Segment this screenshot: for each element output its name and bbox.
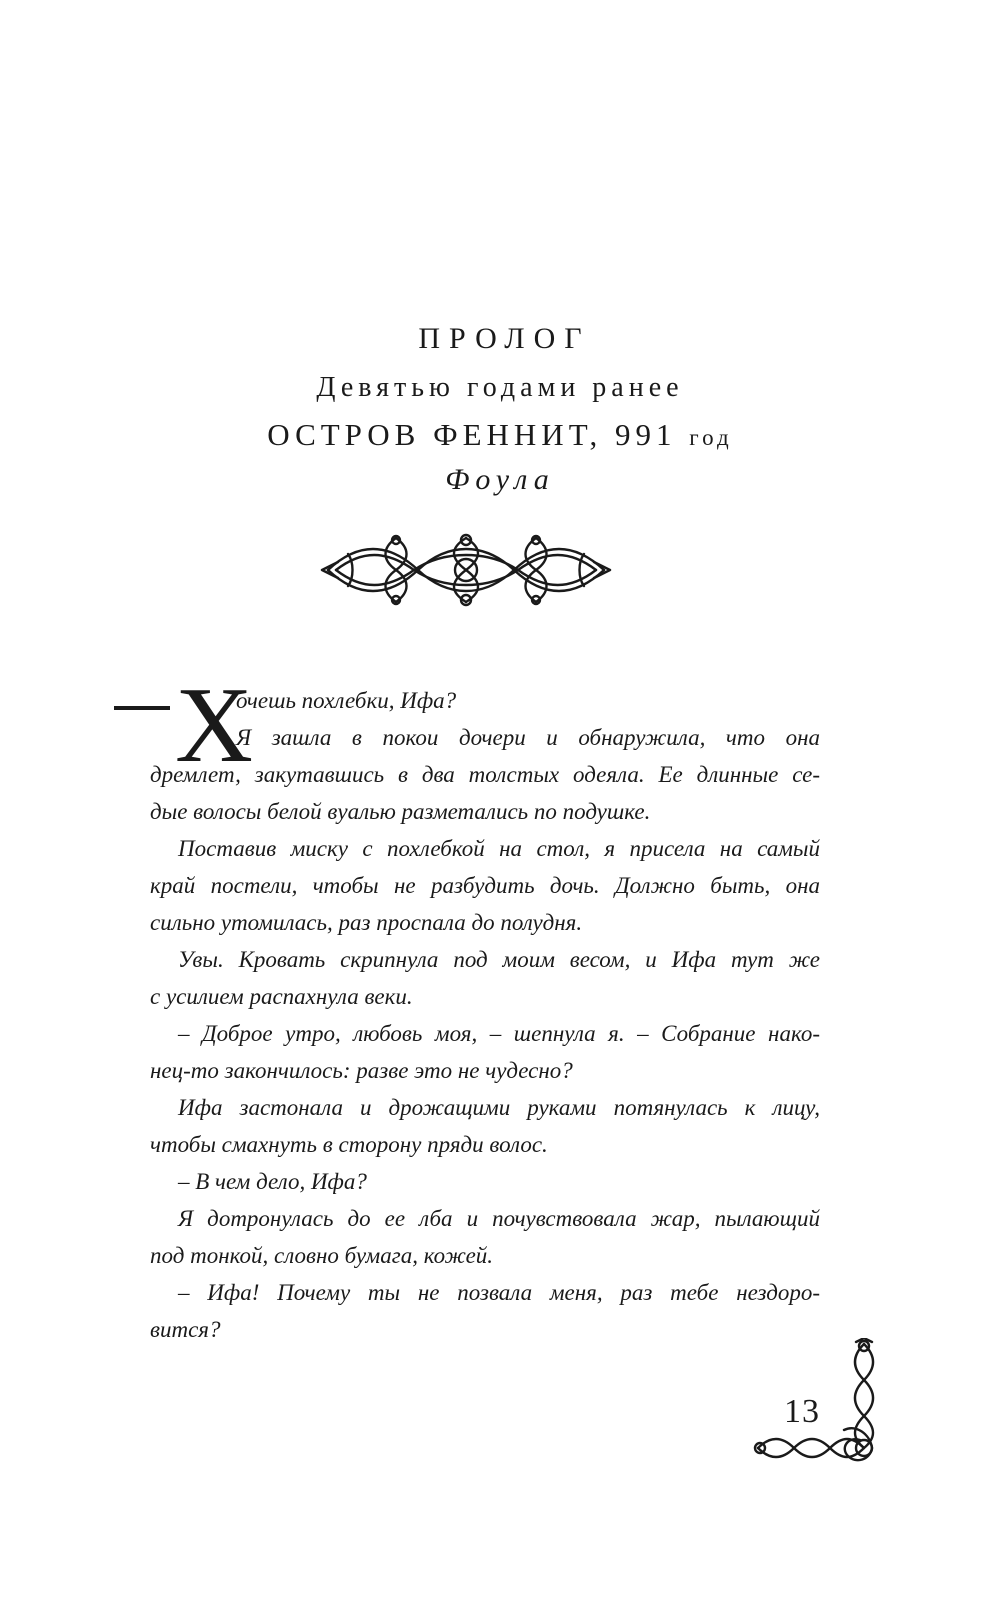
text-line: – Ифа! Почему ты не позвала меня, раз тебе нездоро-	[178, 1280, 820, 1305]
text-line: Ифа застонала и дрожащими руками потянулась к лицу,	[178, 1095, 820, 1120]
text-line: Я дотронулась до ее лба и почувствовала жар, пылающий	[178, 1206, 820, 1231]
text-line: сильно утомилась, раз проспала до полудня.	[150, 910, 583, 935]
text-line: – В чем дело, Ифа?	[178, 1169, 367, 1194]
text-line: – Доброе утро, любовь моя, – шепнула я. – Собрание нако-	[178, 1021, 820, 1046]
celtic-corner-ornament	[752, 1338, 882, 1466]
text-line: Поставив миску с похлебкой на стол, я присела на самый	[178, 836, 820, 861]
text-line: нец-то закончилось: разве это не чудесно?	[150, 1058, 573, 1083]
text-line: дремлет, закутавшись в два толстых одеяла. Ее длинные се-	[150, 762, 820, 787]
celtic-knot-ornament	[318, 532, 614, 608]
text-line: чтобы смахнуть в сторону пряди волос.	[150, 1132, 548, 1157]
dropcap-dash	[114, 706, 170, 710]
text-line: Увы. Кровать скрипнула под моим весом, и Ифа тут же	[178, 947, 820, 972]
dropcap-letter: Х	[175, 666, 253, 785]
text-line: с усилием распахнула веки.	[150, 984, 413, 1009]
text-line: вится?	[150, 1317, 221, 1342]
text-line: под тонкой, словно бумага, кожей.	[150, 1243, 494, 1268]
place-year-word: год	[689, 425, 733, 450]
place-text: ОСТРОВ ФЕННИТ, 991	[267, 417, 677, 452]
text-line: край постели, чтобы не разбудить дочь. Должно быть, она	[150, 873, 820, 898]
text-line: дые волосы белой вуалью разметались по подушке.	[150, 799, 651, 824]
chapter-narrator: Фоула	[445, 463, 555, 496]
text-line: очешь похлебки, Ифа?	[236, 688, 457, 713]
chapter-time-subtitle: Девятью годами ранее	[316, 372, 684, 403]
chapter-place-subtitle	[0, 417, 1000, 453]
chapter-title: ПРОЛОГ	[418, 322, 591, 355]
page-number: 13	[784, 1393, 820, 1430]
text-line: Я зашла в покои дочери и обнаружила, что она	[236, 725, 820, 750]
